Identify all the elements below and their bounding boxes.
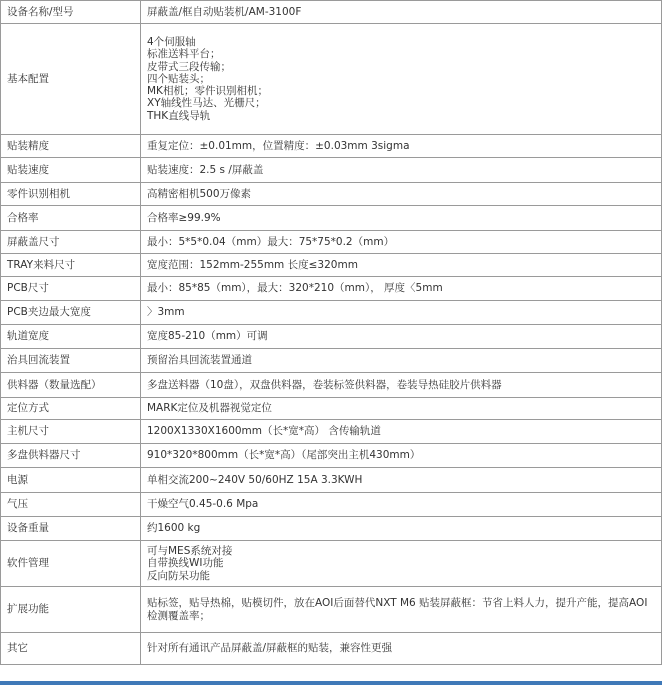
spec-label: 合格率 — [1, 206, 141, 231]
spec-label: 轨道宽度 — [1, 325, 141, 349]
spec-label: 多盘供料器尺寸 — [1, 444, 141, 468]
spec-value-line: 重复定位：±0.01mm，位置精度：±0.03mm 3sigma — [147, 139, 410, 152]
spec-label: 设备重量 — [1, 517, 141, 541]
spec-row — [1, 325, 662, 349]
spec-value — [141, 135, 662, 158]
spec-value — [141, 541, 662, 587]
spec-row — [1, 420, 662, 444]
spec-row — [1, 493, 662, 517]
spec-row — [1, 183, 662, 206]
spec-value-line: THK直线导轨 — [147, 109, 211, 122]
spec-value-line: 4个伺服轴 — [147, 36, 196, 49]
spec-row — [1, 517, 662, 541]
spec-value — [141, 444, 662, 468]
bottom-accent-bar — [0, 681, 662, 685]
spec-value — [141, 633, 662, 665]
spec-value-line: 可与MES系统对接 — [147, 545, 233, 558]
spec-value-line: 单相交流200~240V 50/60HZ 15A 3.3KWH — [147, 473, 363, 486]
spec-value-line: 约1600 kg — [147, 522, 201, 535]
spec-value-line: 自带换线WI功能 — [147, 557, 224, 570]
spec-value — [141, 517, 662, 541]
spec-value-line: 〉3mm — [147, 306, 185, 319]
spec-label: 供料器（数量选配） — [1, 373, 141, 398]
spec-value-line: 四个贴装头； — [147, 72, 210, 85]
spec-value-line: 宽度85-210（mm）可调 — [147, 330, 268, 343]
spec-label: PCB尺寸 — [1, 277, 141, 301]
spec-value — [141, 206, 662, 231]
spec-row — [1, 231, 662, 254]
spec-row — [1, 158, 662, 183]
spec-label: 定位方式 — [1, 398, 141, 420]
spec-value — [141, 254, 662, 277]
spec-row — [1, 587, 662, 633]
spec-value-line: MARK定位及机器视觉定位 — [147, 402, 272, 415]
spec-label: 其它 — [1, 633, 141, 665]
spec-label: 零件识别相机 — [1, 183, 141, 206]
spec-label: 屏蔽盖尺寸 — [1, 231, 141, 254]
spec-label: 基本配置 — [1, 24, 141, 135]
spec-row — [1, 444, 662, 468]
spec-value-line: 预留治具回流装置通道 — [147, 354, 252, 367]
spec-row — [1, 277, 662, 301]
spec-value — [141, 493, 662, 517]
spec-value-line: 高精密相机500万像素 — [147, 187, 252, 200]
spec-row — [1, 349, 662, 373]
spec-label: 扩展功能 — [1, 587, 141, 633]
spec-row — [1, 468, 662, 493]
spec-value — [141, 349, 662, 373]
spec-label: 软件管理 — [1, 541, 141, 587]
spec-row — [1, 135, 662, 158]
spec-value — [141, 373, 662, 398]
spec-value — [141, 24, 662, 135]
spec-value — [141, 468, 662, 493]
spec-label: TRAY来料尺寸 — [1, 254, 141, 277]
spec-value — [141, 183, 662, 206]
spec-value-line: XY轴线性马达、光栅尺； — [147, 97, 266, 110]
spec-row — [1, 373, 662, 398]
spec-label: PCB夹边最大宽度 — [1, 301, 141, 325]
spec-value-line: 贴标签，贴导热棉，贴模切件，放在AOI后面替代NXT M6 贴装屏蔽框：节省上料人力，提升产能，提高AOI检测覆盖率； — [147, 597, 648, 622]
spec-row — [1, 633, 662, 665]
spec-row — [1, 1, 662, 24]
spec-label: 设备名称/型号 — [1, 1, 141, 24]
spec-value — [141, 325, 662, 349]
spec-value — [141, 277, 662, 301]
spec-label: 贴装精度 — [1, 135, 141, 158]
spec-value-line: 皮带式三段传输； — [147, 60, 231, 73]
spec-value — [141, 1, 662, 24]
spec-value-line: 针对所有通讯产品屏蔽盖/屏蔽框的贴装，兼容性更强 — [147, 642, 393, 655]
spec-label: 气压 — [1, 493, 141, 517]
spec-value-line: MK相机；零件识别相机； — [147, 85, 268, 98]
spec-value-line: 标准送料平台； — [147, 48, 221, 61]
spec-value — [141, 301, 662, 325]
spec-value — [141, 231, 662, 254]
spec-label: 主机尺寸 — [1, 420, 141, 444]
spec-value-line: 宽度范围：152mm-255mm 长度≤320mm — [147, 258, 358, 271]
spec-value-line: 合格率≥99.9% — [147, 211, 221, 224]
spec-value-line: 最小：5*5*0.04（mm）最大：75*75*0.2（mm） — [147, 235, 395, 248]
spec-label: 电源 — [1, 468, 141, 493]
spec-value-line: 多盘送料器（10盘），双盘供料器，卷装标签供料器，卷装导热硅胶片供料器 — [147, 378, 502, 391]
spec-row — [1, 254, 662, 277]
spec-value-line: 1200X1330X1600mm（长*宽*高） 含传输轨道 — [147, 425, 381, 438]
spec-value-line: 910*320*800mm（长*宽*高）（尾部突出主机430mm） — [147, 449, 421, 462]
spec-value-line: 屏蔽盖/框自动贴装机/AM-3100F — [147, 5, 302, 18]
spec-value-line: 反向防呆功能 — [147, 569, 210, 582]
spec-value-line: 最小：85*85（mm），最大：320*210（mm）， 厚度〈5mm — [147, 282, 443, 295]
spec-row — [1, 398, 662, 420]
spec-value — [141, 420, 662, 444]
spec-row — [1, 206, 662, 231]
spec-row — [1, 541, 662, 587]
spec-value-line: 干燥空气0.45-0.6 Mpa — [147, 498, 259, 511]
spec-label: 贴装速度 — [1, 158, 141, 183]
spec-value — [141, 587, 662, 633]
spec-row — [1, 24, 662, 135]
spec-label: 治具回流装置 — [1, 349, 141, 373]
spec-value-line: 贴装速度：2.5 s /屏蔽盖 — [147, 163, 264, 176]
spec-value — [141, 398, 662, 420]
spec-row — [1, 301, 662, 325]
spec-value — [141, 158, 662, 183]
